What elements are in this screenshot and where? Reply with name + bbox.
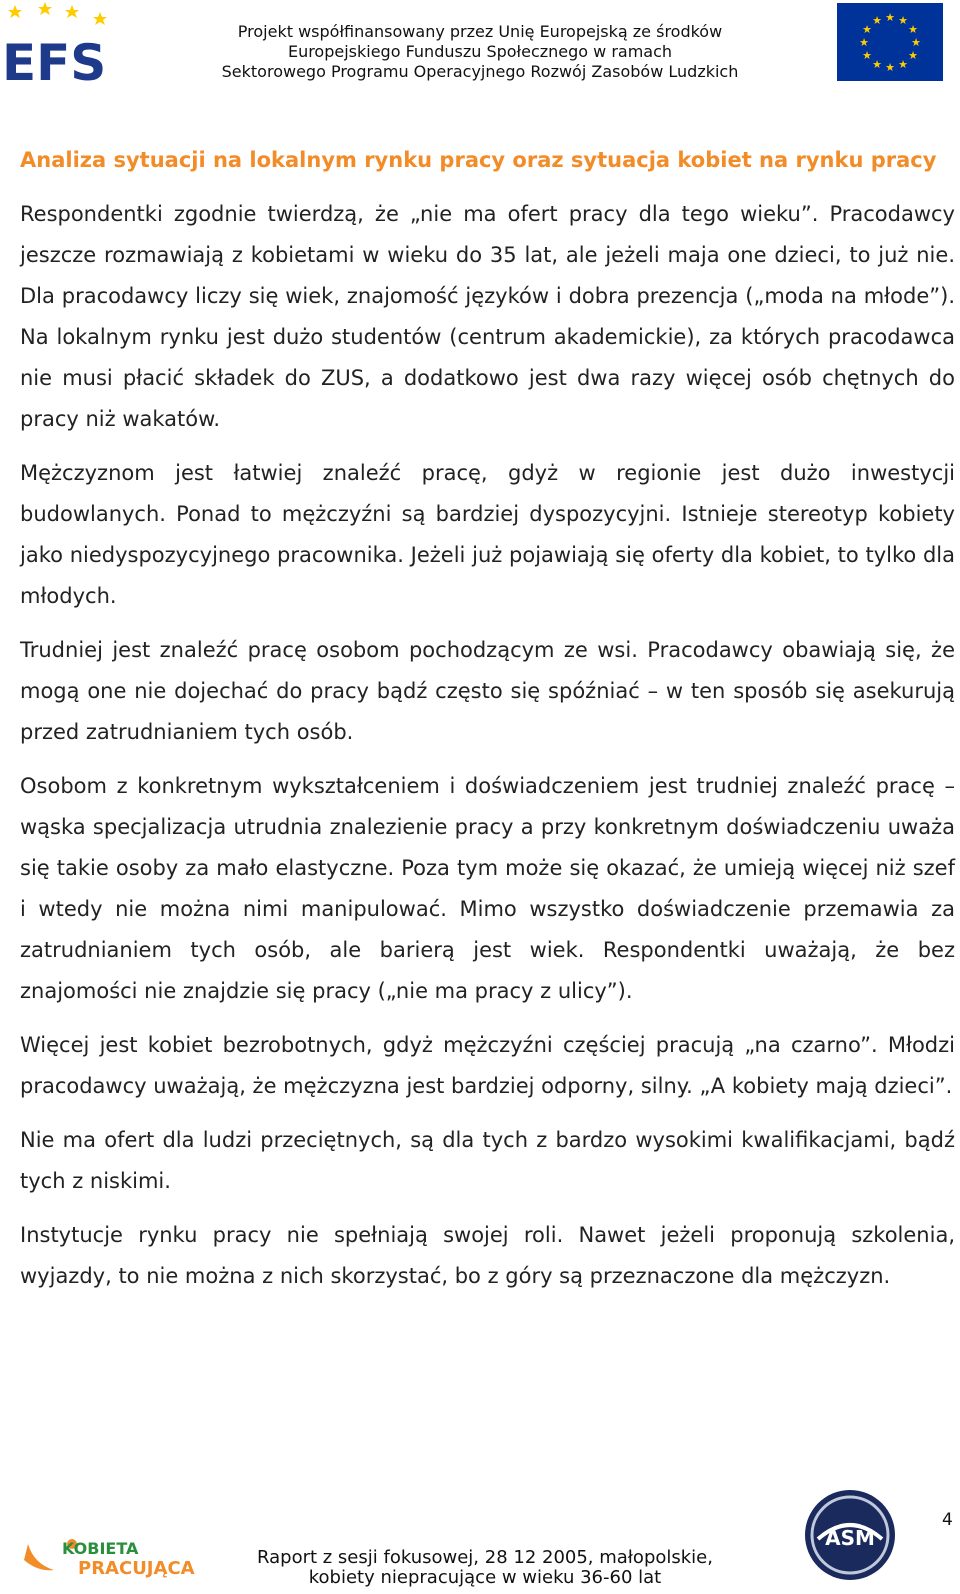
asm-logo-text: ASM [825, 1526, 875, 1550]
header-line-2: Europejskiego Funduszu Społecznego w ramach [287, 42, 673, 61]
svg-text:★: ★ [859, 36, 869, 49]
footer-text [225, 1548, 745, 1588]
section-title: Analiza sytuacji na lokalnym rynku pracy oraz sytuacja kobiet na rynku pracy [20, 148, 937, 172]
header-text [200, 22, 760, 82]
svg-text:★: ★ [908, 23, 918, 36]
eu-flag-icon [837, 3, 943, 81]
paragraph-7: Instytucje rynku pracy nie spełniają swojej roli. Nawet jeżeli proponują szkolenia, wyjazdy, to nie można z nich skorzystać, bo z góry są przeznaczone dla mężczyzn. [20, 1223, 955, 1288]
logo-text-bottom: PRACUJĄCA [78, 1558, 195, 1579]
svg-text:★: ★ [872, 58, 882, 71]
svg-text:★: ★ [862, 49, 872, 62]
header-line-1: Projekt współfinansowany przez Unię Europejską ze środków [237, 22, 723, 41]
svg-text:★: ★ [908, 49, 918, 62]
paragraph-6: Nie ma ofert dla ludzi przeciętnych, są dla tych z bardzo wysokimi kwalifikacjami, bądź tych z niskimi. [20, 1128, 955, 1193]
document-body [20, 140, 955, 1310]
svg-text:★: ★ [862, 23, 872, 36]
page-header [0, 0, 960, 95]
svg-text:★: ★ [885, 61, 895, 74]
efs-logo [0, 0, 125, 90]
logo-text-top: KOBIETA [62, 1539, 139, 1558]
footer-line-1: Raport z sesji fokusowej, 28 12 2005, małopolskie, [257, 1547, 713, 1568]
page-footer [0, 1480, 960, 1594]
asm-logo [800, 1485, 900, 1585]
svg-text:★: ★ [898, 14, 908, 27]
svg-text:★: ★ [872, 14, 882, 27]
paragraph-4: Osobom z konkretnym wykształceniem i doświadczeniem jest trudniej znaleźć pracę – wąska specjalizacja utrudnia znalezienie pracy a przy konkretnym doświadczeniu uważa się takie osoby za mało elastyczne. Poza tym może się okazać, że umieją więcej niż szef i wtedy nie można nimi manipulować. Mimo wszystko doświadczenie przemawia za zatrudnianiem tych osób, ale barierą jest wiek. Respondentki uważają, że bez znajomości nie znajdzie się pracy („nie ma pracy z ulicy”). [20, 774, 955, 1003]
footer-line-2: kobiety niepracujące w wieku 36-60 lat [308, 1567, 662, 1588]
efs-logo-text: EFS [2, 34, 107, 90]
paragraph-3: Trudniej jest znaleźć pracę osobom pochodzącym ze wsi. Pracodawcy obawiają się, że mogą one nie dojechać do pracy bądź często się spóźniać – w ten sposób się asekurują przed zatrudnianiem tych osób. [20, 638, 955, 744]
svg-text:★: ★ [911, 36, 921, 49]
kobieta-pracujaca-logo [20, 1530, 210, 1590]
svg-text:★: ★ [885, 11, 895, 24]
paragraph-1: Respondentki zgodnie twierdzą, że „nie ma ofert pracy dla tego wieku”. Pracodawcy jeszcze rozmawiają z kobietami w wieku do 35 lat, ale jeżeli maja one dzieci, to już nie. Dla pracodawcy liczy się wiek, znajomość języków i dobra prezencja („moda na młode”). Na lokalnym rynku jest dużo studentów (centrum akademickie), za których pracodawca nie musi płacić składek do ZUS, a dodatkowo jest dwa razy więcej osób chętnych do pracy niż wakatów. [20, 202, 955, 431]
paragraph-5: Więcej jest kobiet bezrobotnych, gdyż mężczyźni częściej pracują „na czarno”. Młodzi pracodawcy uważają, że mężczyzna jest bardziej odporny, silny. „A kobiety mają dzieci”. [20, 1033, 955, 1098]
page-number: 4 [942, 1510, 953, 1530]
header-line-3: Sektorowego Programu Operacyjnego Rozwój Zasobów Ludzkich [221, 62, 739, 81]
svg-text:★: ★ [898, 58, 908, 71]
paragraph-2: Mężczyznom jest łatwiej znaleźć pracę, gdyż w regionie jest dużo inwestycji budowlanych. Ponad to mężczyźni są bardziej dyspozycyjni. Istnieje stereotyp kobiety jako niedyspozycyjnego pracownika. Jeżeli już pojawiają się oferty dla kobiet, to tylko dla młodych. [20, 461, 955, 608]
